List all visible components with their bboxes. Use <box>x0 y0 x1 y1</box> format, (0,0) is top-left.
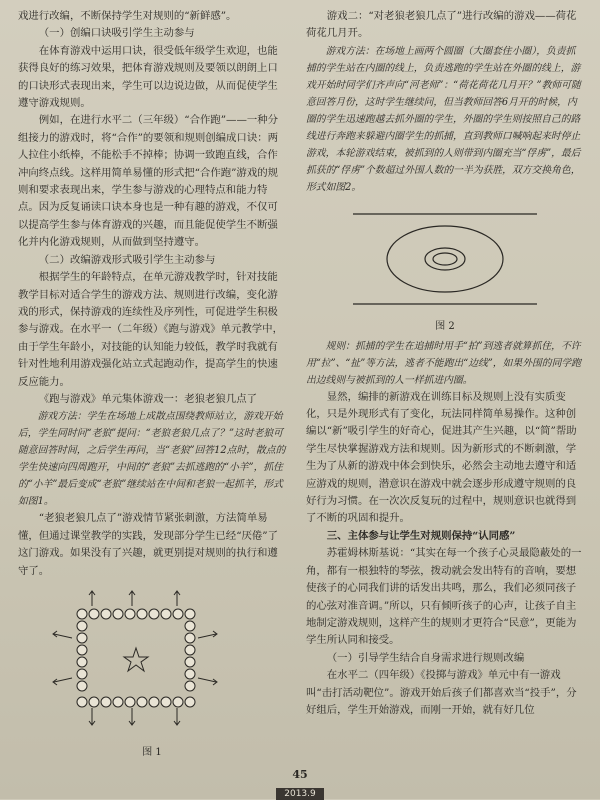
page-number: 45 <box>292 768 308 781</box>
game-method: 游戏方法：在场地上画两个圆圈（大圈套住小圈），负责抓捕的学生站在内圈的线上，负责逃跑的学生站在外圈的线上，游戏开始时同学们齐声向“河老师”：“荷花荷花几月开？”教师可随意回答月份，这时学生继续问，但当教师回答6月开的时候，内圈的学生迅速跑越去抓外圈的学生，外圈的学生则按照自己的路线进行奔跑来躲避内圈学生的抓捕，直到教师口喊响起来时停止游戏，本轮游戏结束，被抓到的人则带到内圈充当“俘虏”，最后抓获的“俘虏”个数超过外围人数的一半为获胜，双方交换角色，形式如图2。 <box>306 45 581 193</box>
game-title: 《跑与游戏》单元集体游戏一：老狼老狼几点了 <box>38 392 257 405</box>
section-heading: 三、主体参与让学生对规则保持“认同感” <box>326 529 516 542</box>
game-title: 游戏二：“对老狼老狼几点了”进行改编的游戏——荷花荷花几月开。 <box>306 10 577 40</box>
game-method: 游戏方法：学生在场地上成散点围绕教师站立，游戏开始后，学生同时问“老狼”提问：“老狼老狼几点了？”这时老狼可随意回答时间，之后学生再问，当“老狼”回答12点时，散点的学生快速向四周跑开，中间的“老狼”去抓逃跑的“小羊”，抓住的“小羊”最后变成“老狼”继续站在中间和老狼一起抓羊，形式如图1。 <box>18 411 286 508</box>
paragraph: 在体育游戏中运用口诀，很受低年级学生欢迎，也能获得良好的练习效果，把体育游戏规则及要领以朗朗上口的口诀形式表现出来，学生可以边说边做，从而促使学生遵守游戏规则。 <box>18 44 278 110</box>
section-heading: （二）改编游戏形式吸引学生主动参与 <box>38 253 216 266</box>
figure-caption: 图 2 <box>435 321 455 333</box>
figure-2 <box>306 202 584 336</box>
section-heading: （一）创编口诀吸引学生主动参与 <box>38 27 195 40</box>
paragraph: 根据学生的年龄特点，在单元游戏教学时，针对技能教学目标对适合学生的游戏方法、规则进行改编，变化游戏的形式，保持游戏的连续性及序列性，可促进学生积极参与游戏。在水平一（二年级）《跑与游戏》单元教学中，由于学生年龄小，对技能的认知能力较低，教学时我就有针对性地利用游戏强化站立式起跑动作，提高学生的快速反应能力。 <box>18 271 283 388</box>
section-heading: （一）引导学生结合自身需求进行规则改编 <box>326 651 525 664</box>
paragraph: 在水平二（四年级）《投掷与游戏》单元中有一游戏叫“击打活动靶位”。游戏开始后孩子们都喜欢当“投手”，分好组后，学生开始游戏，而刚一开始，就有好几位 <box>306 669 577 716</box>
figure-caption: 图 1 <box>142 747 162 759</box>
right-column <box>306 8 584 719</box>
paragraph: 显然，编排的新游戏在训练目标及规则上没有实质变化，只是外现形式有了变化，玩法同样简单易操作。这种创编以“新”吸引学生的好奇心，促进其产生兴趣，以“简”帮助学生尽快掌握游戏方法和规则。因为新形式的不断刺激，学生为了从新的游戏中体会到快乐，必然会主动地去遵守和适应游戏的规则，潜意识在游戏中就会逐步形成遵守规则的良好行为习惯。在一次次反复玩的过程中，规则意识也就得到了不断的巩固和提升。 <box>306 390 577 525</box>
paragraph: 戏进行改编，不断保持学生对规则的“新鲜感”。 <box>18 10 237 22</box>
paragraph: 苏霍姆林斯基说：“其实在每一个孩子心灵最隐蔽处的一角，都有一根独特的琴弦，拨动就会发出特有的音响，要想使孩子的心同我们讲的话发出共鸣，那么，我们必须同孩子的心弦对准音调。”所以，只有倾听孩子的心声，让孩子自主地制定游戏规则，这样产生的规则才更符合“民意”，更能为学生所认同和接受。 <box>306 547 582 647</box>
issue-date: 2013.9 <box>276 788 324 800</box>
figure-1-diagram <box>32 586 272 738</box>
paragraph: “老狼老狼几点了”游戏情节紧张刺激，方法简单易懂，但通过课堂教学的实践，发现部分学生已经“厌倦”了这门游戏。如果没有了兴趣，就更别提对规则的执行和遵守了。 <box>18 512 278 577</box>
left-column <box>18 8 286 764</box>
paragraph: 例如，在进行水平二（三年级）“合作跑”——一种分组接力的游戏时，将“合作”的要领和规则创编成口诀：两人拉住小纸棒，不能松手不掉棒；协调一致跑直线，合作冲向终点线。这样用简单易懂的形式把“合作跑”游戏的规则和要求表现出来，学生参与游戏的心理特点和能力特点。因为反复诵读口诀本身也是一种有趣的游戏，不仅可以提高学生参与体育游戏的兴趣，而且能促使学生不断强化并内化游戏规则，从而做到坚持遵守。 <box>18 114 279 249</box>
figure-1 <box>18 586 286 762</box>
figure-2-diagram <box>345 202 545 312</box>
page-footer <box>0 768 600 800</box>
rules-text: 规则：抓捕的学生在追捕时用手“拍”到逃者就算抓住，不许用“拉”、“扯”等方法，逃者不能跑出“边线”，如果外围的同学跑出边线则与被抓到的人一样抓进内圈。 <box>306 340 581 386</box>
